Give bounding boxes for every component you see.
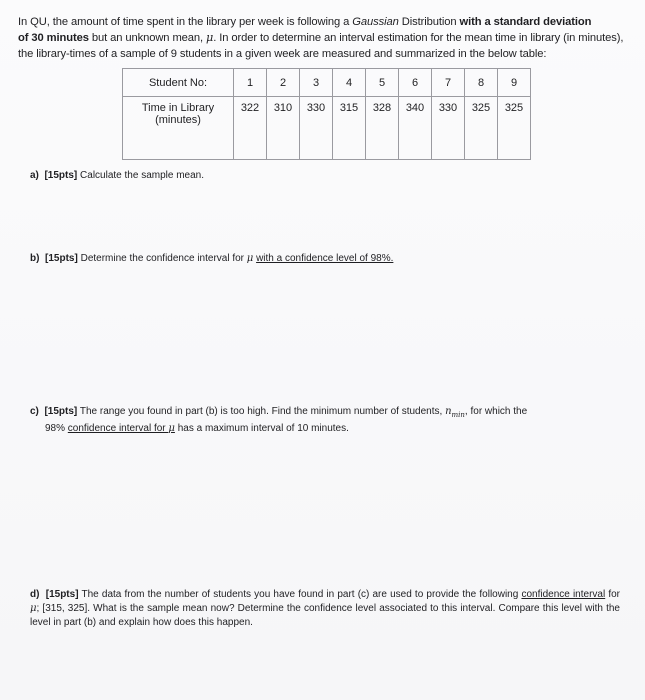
- question-b: b) [15pts] Determine the confidence interval for μ with a confidence level of 98%.: [30, 253, 394, 264]
- student-number-cell: 1: [234, 69, 267, 97]
- question-d: d) [15pts] The data from the number of students you have found in part (c) are used to provide the following confidence interval for μ; [315, 325]. What is the sample mean now? Determine the confidence level associated to this interval. Compare this level with the level in part (b) and explain how does this happen.: [30, 589, 621, 628]
- library-time-table: [122, 68, 531, 160]
- time-value-cell: 330: [300, 97, 333, 160]
- mu-symbol: μ: [206, 31, 214, 44]
- student-number-cell: 3: [300, 69, 333, 97]
- student-number-cell: 6: [399, 69, 432, 97]
- time-value-cell: 315: [333, 97, 366, 160]
- student-number-cell: 4: [333, 69, 366, 97]
- time-in-library-label: Time in Library (minutes): [123, 97, 234, 160]
- student-number-cell: 8: [465, 69, 498, 97]
- question-a: a) [15pts] Calculate the sample mean.: [30, 170, 205, 181]
- time-value-cell: 340: [399, 97, 432, 160]
- question-c: c) [15pts] The range you found in part (b) is too high. Find the minimum number of students, $n_{min}$, for which the 98% confidence interval for μ has a maximum interval of 10 minutes.: [30, 406, 528, 434]
- student-no-label: Student No:: [123, 69, 234, 97]
- gaussian-word: Gaussian: [352, 16, 399, 28]
- student-number-cell: 5: [366, 69, 399, 97]
- standard-deviation-phrase: with a standard deviation: [459, 16, 592, 28]
- time-value-cell: 325: [498, 97, 531, 160]
- time-value-cell: 322: [234, 97, 267, 160]
- time-value-cell: 328: [366, 97, 399, 160]
- student-number-cell: 2: [267, 69, 300, 97]
- n-min-symbol: $n_{min}$: [445, 406, 465, 419]
- student-number-cell: 7: [432, 69, 465, 97]
- time-in-library-row: [123, 97, 531, 160]
- problem-statement: In QU, the amount of time spent in the library per week is following a Gaussian Distribution with a standard deviation of 30 minutes but an unknown mean, μ. In order to determine an interval estimation for the mean time in library (in minutes), the library-times of a sample of 9 students in a given week are measured and summarized in the below table:: [18, 16, 624, 60]
- time-value-cell: 325: [465, 97, 498, 160]
- standard-deviation-value: of 30 minutes: [18, 32, 89, 44]
- time-value-cell: 330: [432, 97, 465, 160]
- time-value-cell: 310: [267, 97, 300, 160]
- student-number-row: [123, 69, 531, 97]
- student-number-cell: 9: [498, 69, 531, 97]
